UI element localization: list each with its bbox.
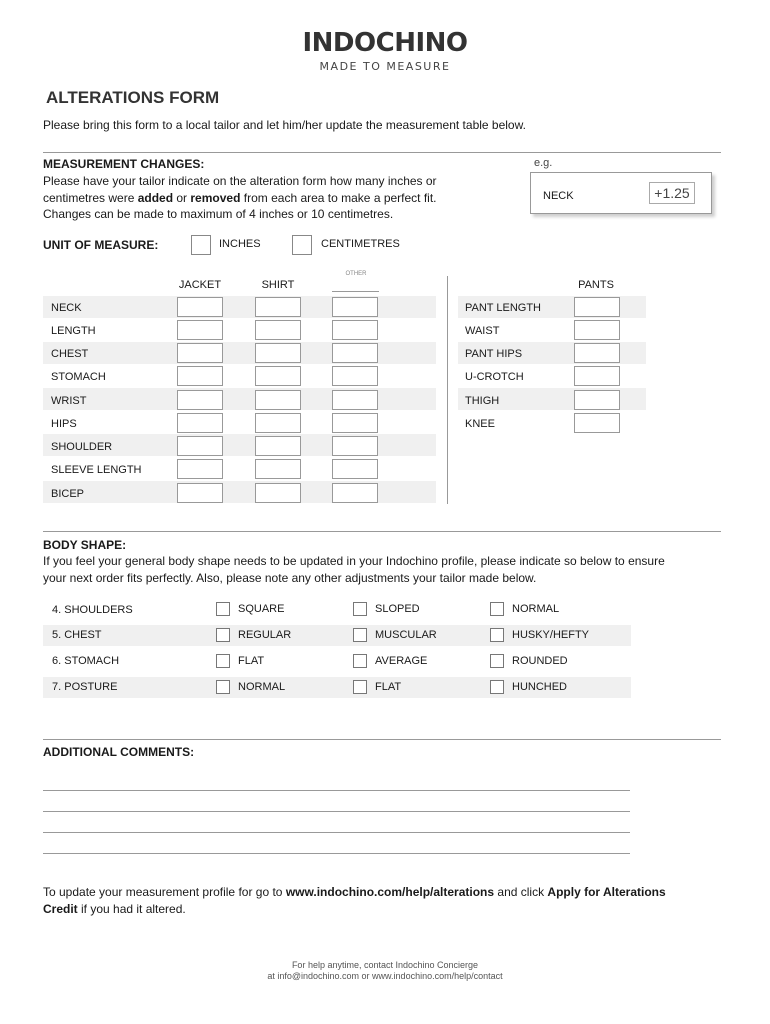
- measurement-line-2: [43, 190, 437, 207]
- option-label: ROUNDED: [512, 655, 568, 667]
- row-label-pant-hips: PANT HIPS: [465, 348, 523, 360]
- line2-a: centimetres were: [43, 190, 138, 205]
- upper-measurement-table: [43, 296, 436, 504]
- comment-line[interactable]: [43, 853, 630, 854]
- section-divider: [43, 152, 721, 153]
- jacket-neck-input[interactable]: [177, 297, 223, 317]
- shirt-hips-input[interactable]: [255, 413, 301, 433]
- added-word: added: [137, 190, 174, 205]
- logo-brand: INDOCHINO: [302, 28, 468, 58]
- jacket-bicep-input[interactable]: [177, 483, 223, 503]
- other-stomach-input[interactable]: [332, 366, 378, 386]
- jacket-sleeve-length-input[interactable]: [177, 459, 223, 479]
- shirt-column-header: SHIRT: [261, 279, 295, 291]
- other-column-header: OTHER: [345, 271, 367, 277]
- row-label-stomach: STOMACH: [51, 371, 106, 383]
- other-bicep-input[interactable]: [332, 483, 378, 503]
- stomach-average-checkbox[interactable]: [353, 654, 367, 668]
- other-hips-input[interactable]: [332, 413, 378, 433]
- option-label: NORMAL: [512, 603, 560, 615]
- row-label-neck: NECK: [51, 302, 82, 314]
- update-text-c: if you had it altered.: [77, 901, 186, 916]
- other-sleeve-length-input[interactable]: [332, 459, 378, 479]
- inches-label: INCHES: [219, 238, 261, 250]
- apply-credit-text-2: Credit: [43, 901, 78, 916]
- stomach-rounded-checkbox[interactable]: [490, 654, 504, 668]
- footer: [0, 960, 770, 982]
- pants-hips-input[interactable]: [574, 343, 620, 363]
- section-divider: [43, 531, 721, 532]
- body-shape-line-2: your next order fits perfectly. Also, please note any other adjustments your tailor made below.: [43, 570, 537, 585]
- shirt-chest-input[interactable]: [255, 343, 301, 363]
- row-label-hips: HIPS: [51, 418, 77, 430]
- measurement-line-1: Please have your tailor indicate on the alteration form how many inches or: [43, 174, 437, 188]
- row-label-chest: CHEST: [51, 348, 89, 360]
- measurement-changes-text: [43, 173, 437, 223]
- brand-logo: [0, 28, 770, 73]
- example-value: +1.25: [649, 182, 695, 204]
- row-label-sleeve-length: SLEEVE LENGTH: [51, 464, 142, 476]
- shoulders-normal-checkbox[interactable]: [490, 602, 504, 616]
- update-text-b: and click: [494, 885, 548, 899]
- jacket-hips-input[interactable]: [177, 413, 223, 433]
- row-label-pant-length: PANT LENGTH: [465, 302, 541, 314]
- other-wrist-input[interactable]: [332, 390, 378, 410]
- option-label: AVERAGE: [375, 655, 428, 667]
- option-label: FLAT: [238, 655, 265, 667]
- inches-checkbox[interactable]: [191, 235, 211, 255]
- pants-column-header: PANTS: [578, 279, 614, 291]
- example-label: e.g.: [534, 157, 553, 169]
- shirt-bicep-input[interactable]: [255, 483, 301, 503]
- posture-hunched-checkbox[interactable]: [490, 680, 504, 694]
- body-shape-row-label: 4. SHOULDERS: [52, 604, 133, 616]
- measurement-changes-title: MEASUREMENT CHANGES:: [43, 157, 205, 171]
- jacket-length-input[interactable]: [177, 320, 223, 340]
- intro-text: Please bring this form to a local tailor and let him/her update the measurement table below.: [43, 118, 526, 132]
- centimetres-label: CENTIMETRES: [321, 238, 400, 250]
- posture-normal-checkbox[interactable]: [216, 680, 230, 694]
- chest-muscular-checkbox[interactable]: [353, 628, 367, 642]
- body-shape-row-label: 5. CHEST: [52, 629, 102, 641]
- pants-length-input[interactable]: [574, 297, 620, 317]
- section-divider: [43, 739, 721, 740]
- option-label: REGULAR: [238, 629, 292, 641]
- line2-b: from each area to make a perfect fit.: [240, 190, 437, 205]
- comment-line[interactable]: [43, 790, 630, 791]
- comment-line[interactable]: [43, 832, 630, 833]
- update-instructions: [43, 884, 723, 917]
- footer-line-2: at info@indochino.com or www.indochino.com/help/contact: [267, 971, 503, 981]
- row-label-wrist: WRIST: [51, 395, 87, 407]
- row-label-waist: WAIST: [465, 325, 500, 337]
- apply-credit-text: Apply for Alterations: [547, 885, 666, 899]
- pants-thigh-input[interactable]: [574, 390, 620, 410]
- row-label-knee: KNEE: [465, 418, 495, 430]
- row-label-u-crotch: U-CROTCH: [465, 371, 524, 383]
- shoulders-square-checkbox[interactable]: [216, 602, 230, 616]
- shirt-shoulder-input[interactable]: [255, 436, 301, 456]
- shirt-length-input[interactable]: [255, 320, 301, 340]
- other-shoulder-input[interactable]: [332, 436, 378, 456]
- line2-or: or: [173, 190, 191, 205]
- alterations-link[interactable]: www.indochino.com/help/alterations: [285, 885, 495, 899]
- chest-husky-checkbox[interactable]: [490, 628, 504, 642]
- table-column-divider: [447, 276, 448, 504]
- option-label: NORMAL: [238, 681, 286, 693]
- option-label: HUSKY/HEFTY: [512, 629, 590, 641]
- stomach-flat-checkbox[interactable]: [216, 654, 230, 668]
- option-label: FLAT: [375, 681, 402, 693]
- logo-tagline: MADE TO MEASURE: [319, 60, 451, 73]
- row-label-thigh: THIGH: [465, 395, 500, 407]
- example-box: [530, 172, 712, 214]
- option-label: HUNCHED: [512, 681, 567, 693]
- body-shape-title: BODY SHAPE:: [43, 538, 127, 552]
- unit-of-measure-label: UNIT OF MEASURE:: [43, 238, 159, 252]
- jacket-column-header: JACKET: [178, 279, 222, 291]
- body-shape-row-label: 6. STOMACH: [52, 655, 120, 667]
- pants-knee-input[interactable]: [574, 413, 620, 433]
- pants-measurement-table: [458, 296, 646, 436]
- shirt-stomach-input[interactable]: [255, 366, 301, 386]
- additional-comments-title: ADDITIONAL COMMENTS:: [43, 745, 195, 759]
- example-field: NECK: [543, 190, 574, 202]
- option-label: SQUARE: [238, 603, 285, 615]
- other-neck-input[interactable]: [332, 297, 378, 317]
- body-shape-table: [43, 598, 631, 700]
- shoulders-sloped-checkbox[interactable]: [353, 602, 367, 616]
- update-text-a: To update your measurement profile for go to: [43, 885, 286, 899]
- shirt-neck-input[interactable]: [255, 297, 301, 317]
- row-label-length: LENGTH: [51, 325, 96, 337]
- footer-line-1: For help anytime, contact Indochino Concierge: [291, 960, 479, 970]
- body-shape-text: [43, 553, 665, 586]
- option-label: SLOPED: [375, 603, 420, 615]
- jacket-wrist-input[interactable]: [177, 390, 223, 410]
- jacket-stomach-input[interactable]: [177, 366, 223, 386]
- posture-flat-checkbox[interactable]: [353, 680, 367, 694]
- pants-waist-input[interactable]: [574, 320, 620, 340]
- chest-regular-checkbox[interactable]: [216, 628, 230, 642]
- shirt-wrist-input[interactable]: [255, 390, 301, 410]
- row-label-shoulder: SHOULDER: [51, 441, 113, 453]
- body-shape-line-1: If you feel your general body shape needs to be updated in your Indochino profile, please indicate so below to ensure: [43, 554, 665, 568]
- shirt-sleeve-length-input[interactable]: [255, 459, 301, 479]
- page-title: ALTERATIONS FORM: [46, 88, 220, 107]
- other-length-input[interactable]: [332, 320, 378, 340]
- jacket-shoulder-input[interactable]: [177, 436, 223, 456]
- row-label-bicep: BICEP: [51, 488, 85, 500]
- jacket-chest-input[interactable]: [177, 343, 223, 363]
- option-label: MUSCULAR: [375, 629, 437, 641]
- comment-line[interactable]: [43, 811, 630, 812]
- body-shape-row-label: 7. POSTURE: [52, 681, 118, 693]
- other-chest-input[interactable]: [332, 343, 378, 363]
- pants-u-crotch-input[interactable]: [574, 366, 620, 386]
- measurement-line-3: Changes can be made to maximum of 4 inches or 10 centimetres.: [43, 207, 394, 221]
- other-header-line: [332, 291, 379, 292]
- removed-word: removed: [190, 190, 241, 205]
- centimetres-checkbox[interactable]: [292, 235, 312, 255]
